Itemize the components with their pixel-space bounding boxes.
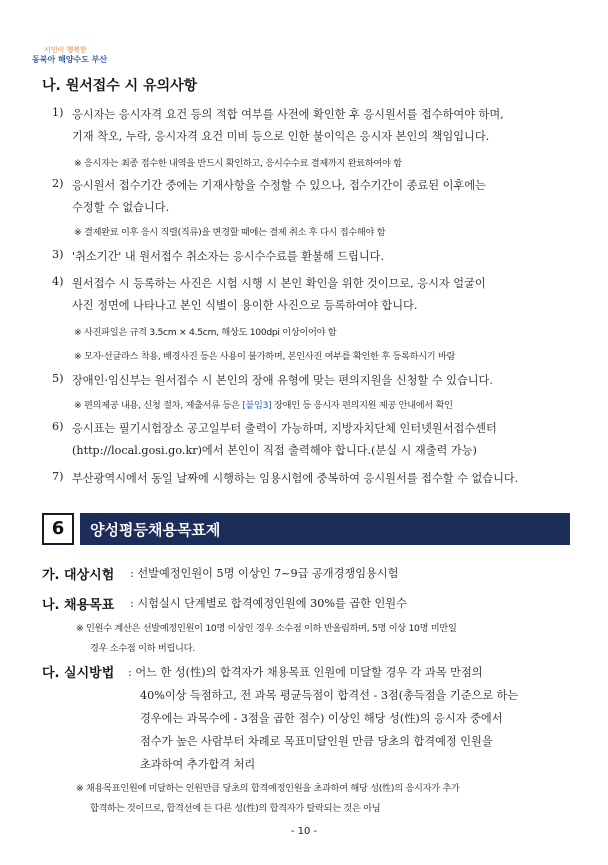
page-number: - 10 - [290, 826, 318, 837]
section-heading-na: 나. 원서접수 시 유의사항 [42, 78, 198, 94]
note: 합격하는 것이므로, 합격선에 든 다른 성(性)의 합격자가 탈락되는 것은 아님 [90, 803, 381, 814]
note-accommodation [74, 397, 453, 411]
method-line: 점수가 높은 사람부터 차례로 목표미달인원 만큼 당초의 합격예정 인원을 [140, 735, 493, 748]
logo-text: 동북아 해양수도 부산 [32, 55, 108, 64]
method-line: 40%이상 득점하고, 전 과목 평균득점이 합격선 - 3점(총득점을 기준으로 하는 [140, 689, 519, 702]
section-title: 양성평등채용목표제 [90, 521, 221, 539]
note: ※ 결제완료 이후 응시 직렬(직류)을 변경할 때에는 결제 취소 후 다시 접수해야 함 [74, 227, 386, 238]
item-line: 부산광역시에서 동일 날짜에 시행하는 임용시험에 중복하여 응시원서를 접수할 수 없습니다. [72, 472, 519, 485]
busan-logo [32, 45, 152, 67]
label-method: 다. 실시방법 [42, 666, 115, 681]
section-header-6 [42, 513, 570, 545]
item-line: 기재 착오, 누락, 응시자격 요건 미비 등으로 인한 불이익은 응시자 본인의 책임입니다. [72, 130, 490, 143]
item-number: 1) [52, 106, 64, 119]
item-number: 6) [52, 420, 64, 433]
note: ※ 사진파일은 규격 3.5cm × 4.5cm, 해상도 100dpi 이상이어야 함 [74, 327, 337, 338]
item-number: 5) [52, 372, 64, 385]
section-number: 6 [42, 513, 74, 545]
item-line: 응시자는 응시자격 요건 등의 적합 여부를 사전에 확인한 후 응시원서를 접수하여야 하며, [72, 108, 504, 121]
note-text: ※ 편의제공 내용, 신청 절차, 제출서류 등은 [74, 400, 243, 411]
value-target-exam: : 선발예정인원이 5명 이상인 7~9급 공개경쟁임용시험 [130, 567, 399, 580]
note: ※ 인원수 계산은 선발예정인원이 10명 이상인 경우 소수점 이하 반올림하며, 5명 이상 10명 미만일 [76, 623, 457, 634]
item-line: '취소기간' 내 원서접수 취소자는 응시수수료를 환불해 드립니다. [72, 250, 385, 263]
label-hiring-target: 나. 채용목표 [42, 598, 115, 613]
label-target-exam: 가. 대상시험 [42, 568, 115, 583]
value-hiring-target: : 시험실시 단계별로 합격예정인원에 30%를 곱한 인원수 [130, 597, 407, 610]
method-line: 경우에는 과목수에 - 3점을 곱한 점수) 이상인 해당 성(性)의 응시자 중에서 [140, 712, 503, 725]
item-number: 2) [52, 177, 64, 190]
item-number: 4) [52, 275, 64, 288]
item-line: 원서접수 시 등록하는 사진은 시험 시행 시 본인 확인을 위한 것이므로, 응시자 얼굴이 [72, 277, 486, 290]
note: 경우 소수점 이하 버립니다. [90, 643, 195, 654]
item-line: 수정할 수 없습니다. [72, 201, 170, 214]
item-number: 7) [52, 470, 64, 483]
item-number: 3) [52, 248, 64, 261]
note: ※ 채용목표인원에 미달하는 인원만큼 당초의 합격예정인원을 초과하여 해당 성(性)의 응시자가 추가 [76, 783, 460, 794]
note: ※ 모자·선글라스 착용, 배경사진 등은 사용이 불가하며, 본인사진 여부를 확인한 후 등록하시기 바람 [74, 351, 456, 362]
method-line: : 어느 한 성(性)의 합격자가 채용목표 인원에 미달할 경우 각 과목 만점의 [128, 666, 483, 679]
item-line: 장애인·임신부는 원서접수 시 본인의 장애 유형에 맞는 편의지원을 신청할 수 있습니다. [72, 374, 493, 387]
attachment-ref: [붙임3] [242, 400, 272, 411]
item-line-url: (http://local.gosi.go.kr)에서 본인이 직접 출력해야 합니다.(분실 시 재출력 가능) [72, 444, 477, 457]
note-text: 장애인 등 응시자 편의지원 제공 안내에서 확인 [271, 400, 453, 411]
note: ※ 응시자는 최종 접수한 내역을 반드시 확인하고, 응시수수료 결제까지 완료하여야 함 [74, 158, 402, 169]
item-line: 사진 정면에 나타나고 본인 식별이 용이한 사진으로 등록하여야 합니다. [72, 299, 418, 312]
logo-slogan: 시민이 행복한 [44, 46, 87, 54]
method-line: 초과하여 추가합격 처리 [140, 758, 256, 771]
item-line: 응시표는 필기시험장소 공고일부터 출력이 가능하며, 지방자치단체 인터넷원서접수센터 [72, 422, 497, 435]
item-line: 응시원서 접수기간 중에는 기재사항을 수정할 수 있으나, 접수기간이 종료된 이후에는 [72, 179, 486, 192]
